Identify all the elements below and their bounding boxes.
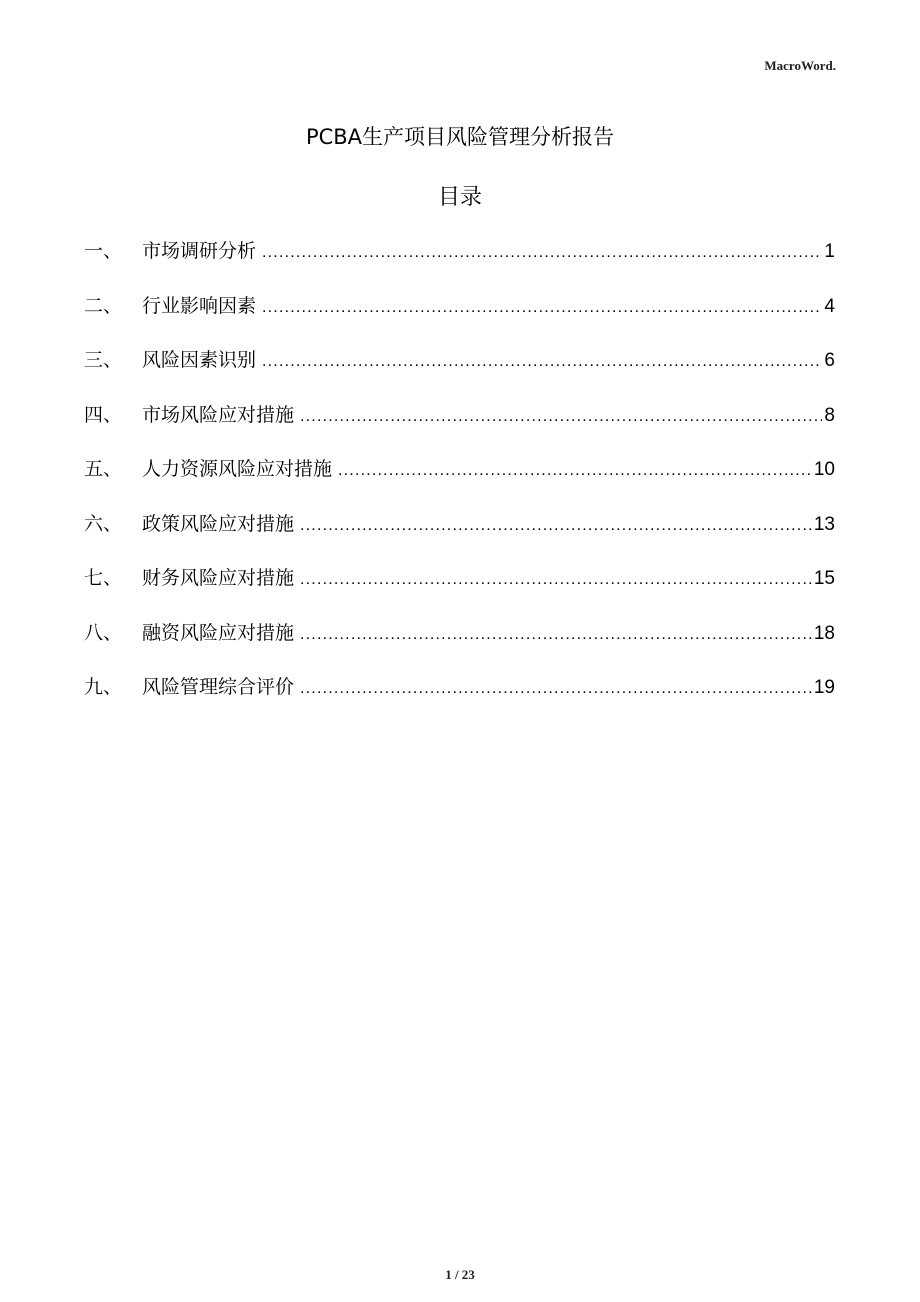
toc-entry-number: 二、 xyxy=(84,294,123,317)
toc-entry-page[interactable]: 15 xyxy=(813,568,835,589)
toc-entry[interactable] xyxy=(84,559,835,614)
toc-dot-leader xyxy=(262,343,822,381)
page-indicator: 1 / 23 xyxy=(445,1267,475,1282)
toc-dot-leader xyxy=(338,452,812,490)
toc-entry-page[interactable]: 18 xyxy=(813,622,835,644)
toc-dot-leader xyxy=(262,289,822,327)
toc-entry-title[interactable]: 市场调研分析 xyxy=(142,240,257,262)
toc-entry-title[interactable]: 风险管理综合评价 xyxy=(142,676,295,698)
toc-entry-number: 五、 xyxy=(84,458,123,480)
toc-entry[interactable] xyxy=(84,668,835,723)
toc-entry[interactable] xyxy=(84,505,835,560)
toc-entry-title[interactable]: 风险因素识别 xyxy=(142,349,257,371)
toc-dot-leader xyxy=(300,398,822,436)
toc-entry-title[interactable]: 融资风险应对措施 xyxy=(142,621,295,644)
toc-entry-page[interactable]: 6 xyxy=(824,350,835,371)
toc-entry[interactable] xyxy=(84,450,835,505)
toc-entry-number: 七、 xyxy=(84,567,123,589)
toc-entry-page[interactable]: 13 xyxy=(813,513,835,535)
toc-dot-leader xyxy=(300,616,812,654)
toc-entry-title[interactable]: 政策风险应对措施 xyxy=(142,512,295,535)
toc-dot-leader xyxy=(300,670,812,708)
toc-dot-leader xyxy=(262,234,822,272)
toc-entry-title[interactable]: 市场风险应对措施 xyxy=(142,403,295,426)
toc-entry-number: 八、 xyxy=(84,621,123,644)
toc-entry-number: 三、 xyxy=(84,349,123,371)
toc-entry-number: 一、 xyxy=(84,240,123,262)
toc-entry-title[interactable]: 行业影响因素 xyxy=(142,294,257,317)
toc-entry-page[interactable]: 4 xyxy=(824,295,835,317)
document-title: PCBA生产项目风险管理分析报告 xyxy=(305,125,615,149)
toc-entry-title[interactable]: 人力资源风险应对措施 xyxy=(142,458,333,480)
toc-entry-number: 九、 xyxy=(84,676,123,698)
toc-entry-page[interactable]: 8 xyxy=(824,404,835,426)
toc-entry-number: 六、 xyxy=(84,512,123,535)
toc-entry[interactable] xyxy=(84,287,835,342)
toc-entry-page[interactable]: 19 xyxy=(813,677,835,698)
toc-heading: 目录 xyxy=(437,185,482,210)
toc-dot-leader xyxy=(300,507,812,545)
toc-entry[interactable] xyxy=(84,341,835,396)
toc-dot-leader xyxy=(300,561,812,599)
toc-entry-page[interactable]: 10 xyxy=(813,459,835,480)
toc-entry-title[interactable]: 财务风险应对措施 xyxy=(142,567,295,589)
toc-entry[interactable] xyxy=(84,232,835,287)
header-brand: MacroWord. xyxy=(764,58,836,73)
toc-entry[interactable] xyxy=(84,396,835,451)
toc-entry[interactable] xyxy=(84,614,835,669)
toc-entry-number: 四、 xyxy=(84,403,123,426)
table-of-contents xyxy=(84,232,835,723)
toc-entry-page[interactable]: 1 xyxy=(824,241,835,262)
